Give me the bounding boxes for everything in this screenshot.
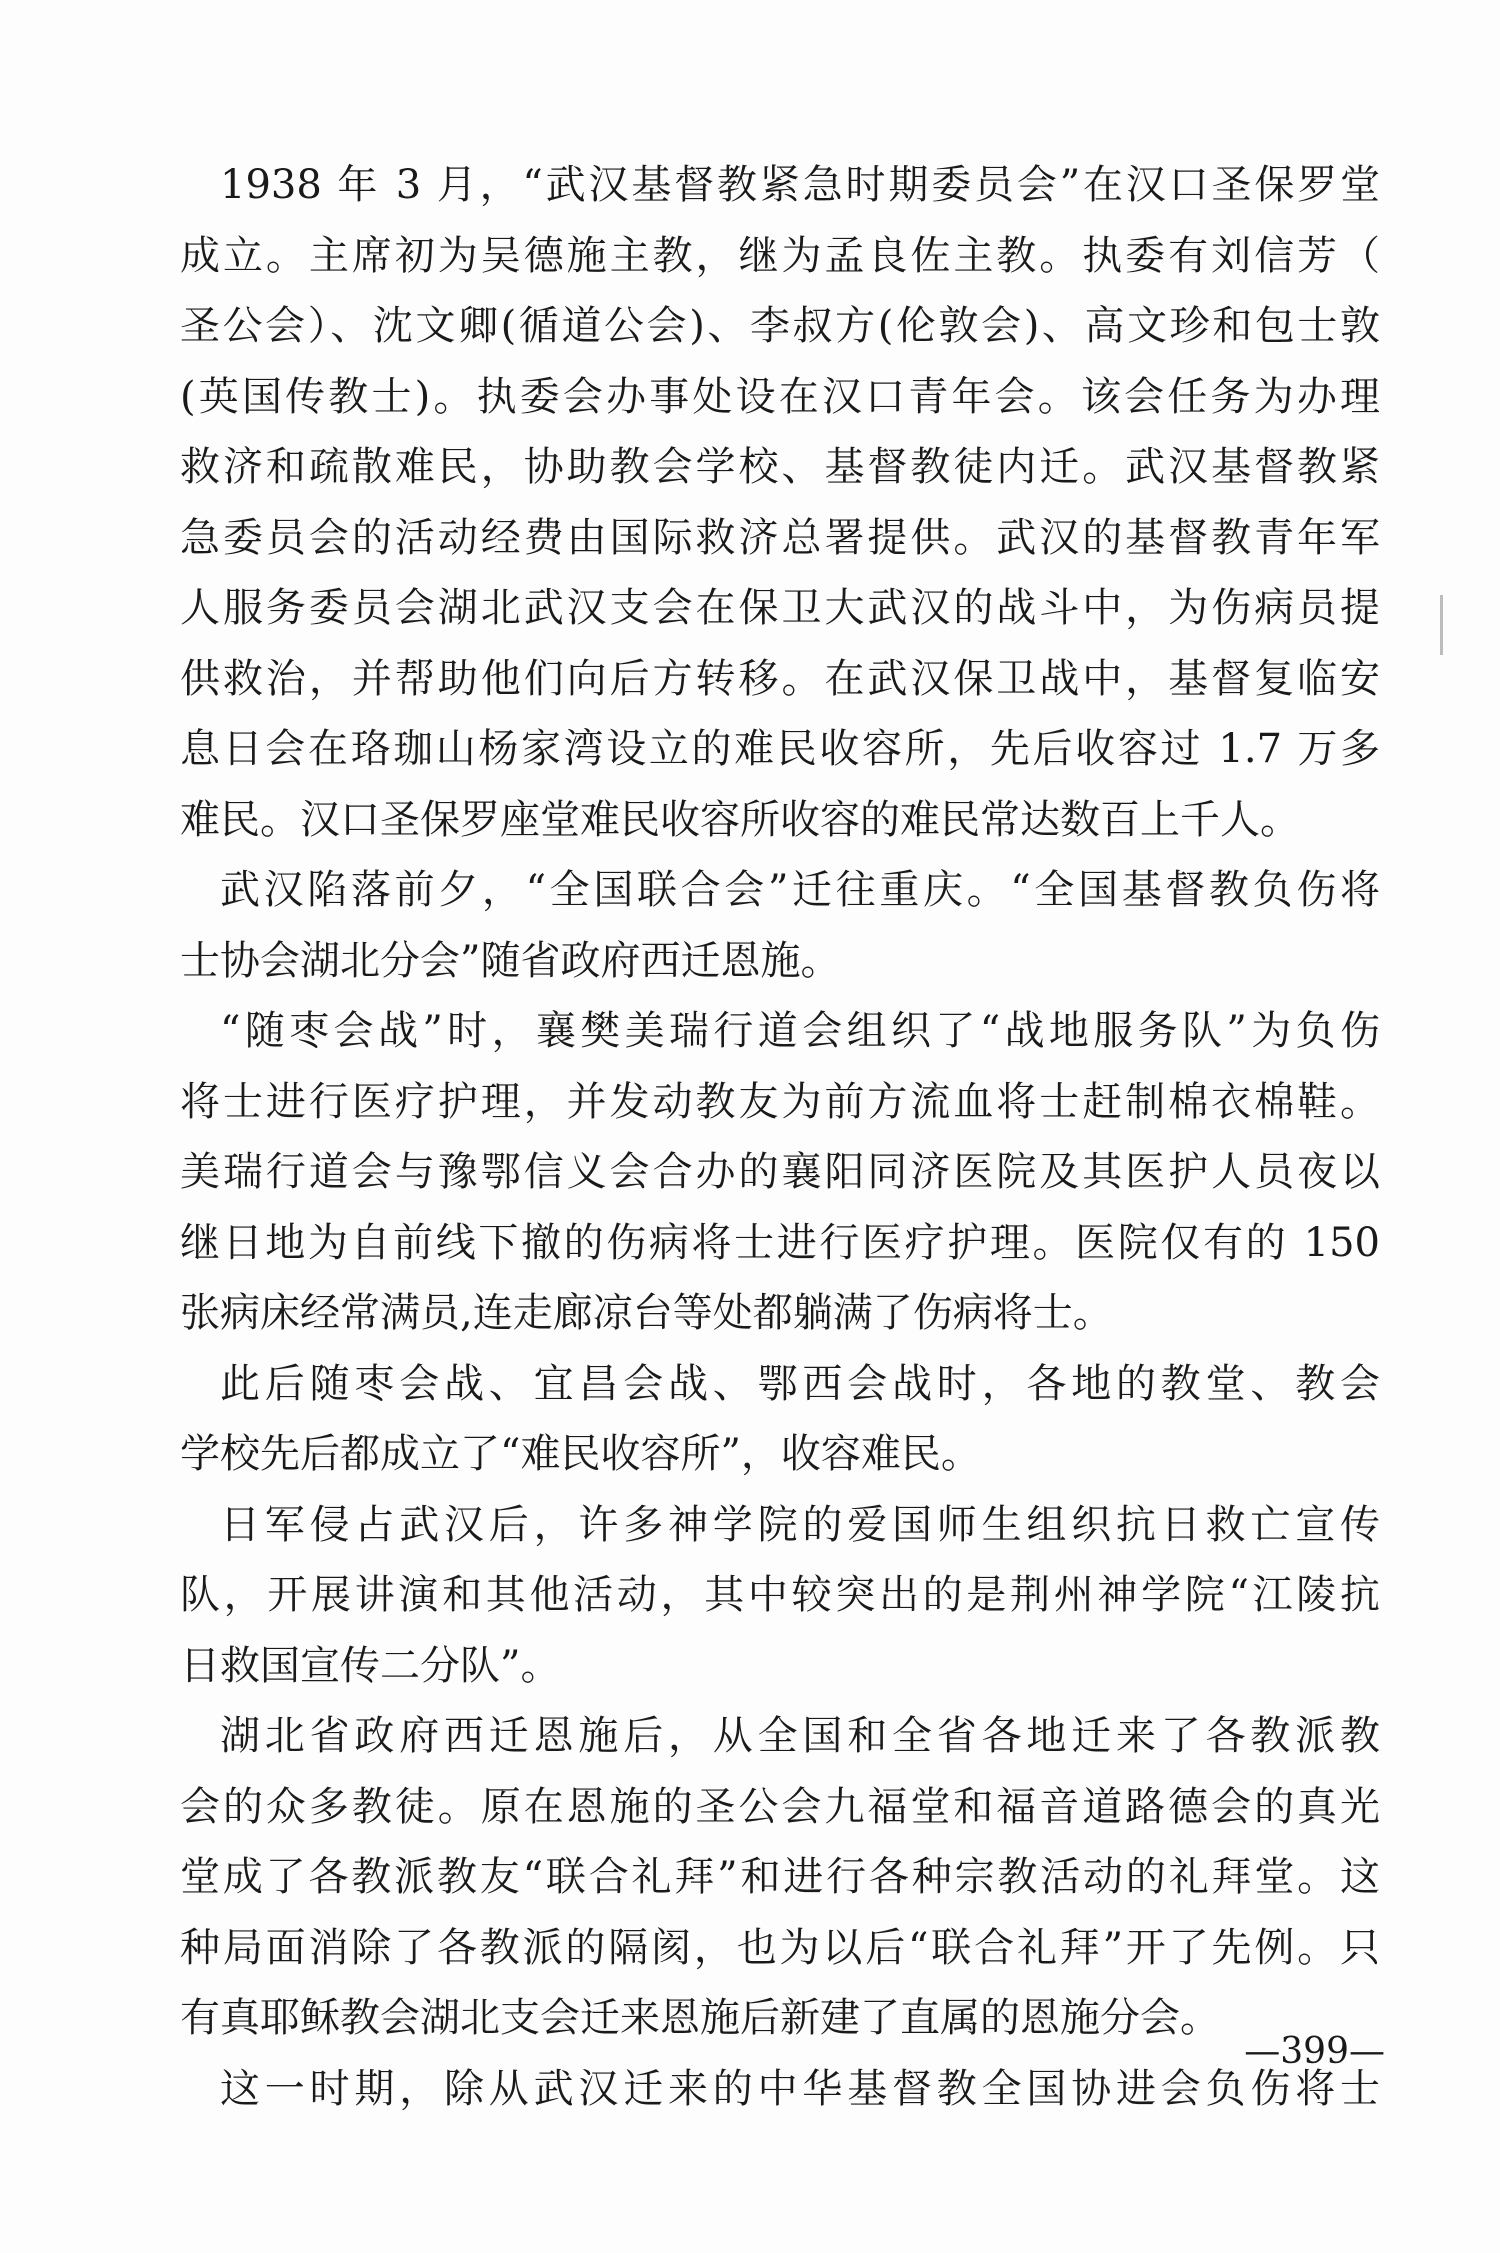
text-line: 学校先后都成立了“难民收容所”，收容难民。 [180, 1431, 981, 1477]
text-line: 日军侵占武汉后，许多神学院的爱国师生组织抗日救亡宣传 [220, 1501, 1380, 1548]
text-line: 武汉陷落前夕，“全国联合会”迁往重庆。“全国基督教负伤将 [220, 867, 1380, 913]
text-line: 供救治，并帮助他们向后方转移。在武汉保卫战中，基督复临安 [180, 655, 1380, 702]
text-line: 堂成了各教派教友“联合礼拜”和进行各种宗教活动的礼拜堂。这 [180, 1854, 1380, 1900]
text-line: 将士进行医疗护理，并发动教友为前方流血将士赶制棉衣棉鞋。 [180, 1078, 1380, 1125]
text-line: 人服务委员会湖北武汉支会在保卫大武汉的战斗中，为伤病员提 [180, 585, 1380, 631]
scan-edge-mark [1440, 595, 1443, 655]
text-line: 继日地为自前线下撤的伤病将士进行医疗护理。医院仅有的 150 [180, 1219, 1380, 1266]
text-line: (英国传教士)。执委会办事处设在汉口青年会。该会任务为办理 [180, 373, 1380, 420]
text-line: 此后随枣会战、宜昌会战、鄂西会战时，各地的教堂、教会 [220, 1360, 1380, 1407]
text-line: 息日会在珞珈山杨家湾设立的难民收容所，先后收容过 1.7 万多 [180, 726, 1380, 772]
body-text [180, 150, 1380, 2124]
text-line: 种局面消除了各教派的隔阂，也为以后“联合礼拜”开了先例。只 [180, 1924, 1380, 1971]
text-line: 队，开展讲演和其他活动，其中较突出的是荆州神学院“江陵抗 [180, 1572, 1380, 1618]
text-line: 湖北省政府西迁恩施后，从全国和全省各地迁来了各教派教 [220, 1713, 1380, 1759]
page-number: —399— [1244, 2031, 1385, 2072]
text-line: 会的众多教徒。原在恩施的圣公会九福堂和福音道路德会的真光 [180, 1783, 1380, 1830]
text-line: 难民。汉口圣保罗座堂难民收容所收容的难民常达数百上千人。 [180, 796, 1300, 843]
text-line: 美瑞行道会与豫鄂信义会合办的襄阳同济医院及其医护人员夜以 [180, 1149, 1380, 1195]
text-line: 士协会湖北分会”随省政府西迁恩施。 [180, 937, 841, 984]
text-line: 这一时期，除从武汉迁来的中华基督教全国协进会负伤将士 [220, 2065, 1380, 2112]
text-line: 日救国宣传二分队”。 [180, 1642, 561, 1689]
text-line: “随枣会战”时，襄樊美瑞行道会组织了“战地服务队”为负伤 [220, 1008, 1380, 1054]
text-line: 圣公会）、沈文卿(循道公会)、李叔方(伦敦会)、高文珍和包士敦 [180, 303, 1380, 349]
text-line: 救济和疏散难民，协助教会学校、基督教徒内迁。武汉基督教紧 [180, 444, 1380, 490]
text-line: 成立。主席初为吴德施主教，继为孟良佐主教。执委有刘信芳（ [180, 232, 1380, 279]
text-line: 1938 年 3 月，“武汉基督教紧急时期委员会”在汉口圣保罗堂 [220, 162, 1380, 208]
text-line: 急委员会的活动经费由国际救济总署提供。武汉的基督教青年军 [180, 514, 1380, 561]
text-line: 有真耶稣教会湖北支会迁来恩施后新建了直属的恩施分会。 [180, 1995, 1220, 2041]
text-line: 张病床经常满员,连走廊凉台等处都躺满了伤病将士。 [180, 1290, 1113, 1336]
